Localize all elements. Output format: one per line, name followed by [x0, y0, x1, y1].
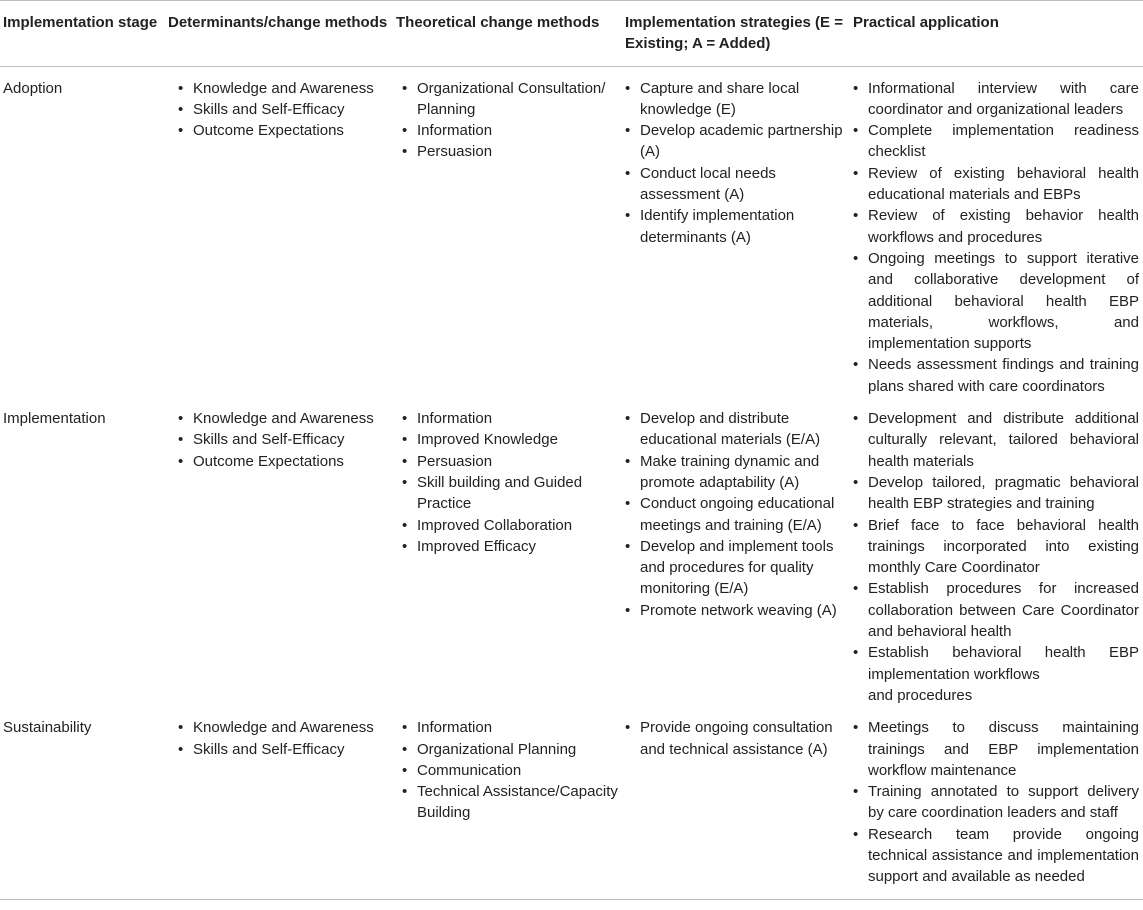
table-body: [0, 66, 1143, 899]
theoretical-methods-list: [402, 717, 618, 823]
list-item: • Identify implementation determinants (A): [625, 205, 846, 248]
table-row: [0, 66, 1143, 397]
determinants-list: [178, 717, 389, 760]
list-item: • Conduct local needs assessment (A): [625, 163, 846, 206]
table-header: [0, 1, 1143, 67]
practical-application-list: [853, 78, 1139, 397]
theoretical-methods-list: [402, 408, 618, 557]
list-item: • Research team provide ongoing technical assistance and implementation support and available as needed: [853, 824, 1139, 888]
list-item: • Training annotated to support delivery by care coordination leaders and staff: [853, 781, 1139, 824]
list-item: • Establish behavioral health EBP implementation workflows and procedures: [853, 642, 1139, 706]
list-item: • Technical Assistance/Capacity Building: [402, 781, 618, 824]
list-item: • Make training dynamic and promote adaptability (A): [625, 451, 846, 494]
list-item: • Skills and Self-Efficacy: [178, 99, 389, 120]
list-item: • Improved Knowledge: [402, 429, 618, 450]
theoretical-cell: [393, 706, 622, 899]
determinants-cell: [165, 706, 393, 899]
list-item: • Persuasion: [402, 141, 618, 162]
list-item: • Capture and share local knowledge (E): [625, 78, 846, 121]
practical-application-list: [853, 408, 1139, 706]
header-implementation-strategies: Implementation strategies (E = Existing; A = Added): [625, 14, 843, 53]
strategies-list: [625, 717, 846, 760]
list-item: • Establish procedures for increased collaboration between Care Coordinator and behavioral health: [853, 578, 1139, 642]
stage-cell: Adoption: [3, 79, 63, 97]
header-row: [0, 1, 1143, 67]
list-item: • Review of existing behavior health workflows and procedures: [853, 205, 1139, 248]
practical-cell: [850, 706, 1143, 899]
table-row: [0, 706, 1143, 899]
stage-cell: Sustainability: [3, 719, 92, 737]
list-item: • Knowledge and Awareness: [178, 78, 389, 99]
list-item: • Informational interview with care coordinator and organizational leaders: [853, 78, 1139, 121]
list-item: • Organizational Consultation/ Planning: [402, 78, 618, 121]
list-item: • Brief face to face behavioral health trainings incorporated into existing monthly Care Coordinator: [853, 515, 1139, 579]
list-item: • Conduct ongoing educational meetings and training (E/A): [625, 493, 846, 536]
theoretical-methods-list: [402, 78, 618, 163]
stage-cell: Implementation: [3, 410, 106, 428]
list-item: • Development and distribute additional culturally relevant, tailored behavioral health materials: [853, 408, 1139, 472]
list-item: • Needs assessment findings and training plans shared with care coordinators: [853, 354, 1139, 397]
list-item: • Skills and Self-Efficacy: [178, 429, 389, 450]
determinants-list: [178, 78, 389, 142]
determinants-cell: [165, 397, 393, 706]
theoretical-cell: [393, 397, 622, 706]
list-item: • Persuasion: [402, 451, 618, 472]
list-item: • Outcome Expectations: [178, 451, 389, 472]
list-item: • Review of existing behavioral health educational materials and EBPs: [853, 163, 1139, 206]
strategies-cell: [622, 706, 850, 899]
theoretical-cell: [393, 66, 622, 397]
list-item: • Information: [402, 120, 618, 141]
header-practical-application: Practical application: [853, 14, 999, 31]
list-item: • Information: [402, 408, 618, 429]
list-item: • Outcome Expectations: [178, 120, 389, 141]
list-item: • Skill building and Guided Practice: [402, 472, 618, 515]
determinants-cell: [165, 66, 393, 397]
header-theoretical-methods: Theoretical change methods: [396, 14, 600, 31]
list-item: • Develop academic partnership (A): [625, 120, 846, 163]
list-item: • Provide ongoing consultation and technical assistance (A): [625, 717, 846, 760]
list-item: • Develop and distribute educational materials (E/A): [625, 408, 846, 451]
practical-cell: [850, 66, 1143, 397]
list-item: • Develop tailored, pragmatic behavioral health EBP strategies and training: [853, 472, 1139, 515]
list-item: • Knowledge and Awareness: [178, 408, 389, 429]
list-item: • Improved Efficacy: [402, 536, 618, 557]
list-item: • Information: [402, 717, 618, 738]
determinants-list: [178, 408, 389, 472]
header-determinants: Determinants/change methods: [168, 14, 388, 31]
list-item: • Skills and Self-Efficacy: [178, 739, 389, 760]
list-item: • Communication: [402, 760, 618, 781]
practical-cell: [850, 397, 1143, 706]
strategies-list: [625, 78, 846, 248]
strategies-list: [625, 408, 846, 621]
table-row: [0, 397, 1143, 706]
header-stage: Implementation stage: [3, 14, 158, 31]
practical-application-list: [853, 717, 1139, 887]
list-item: • Ongoing meetings to support iterative and collaborative development of additional behavioral health EBP materials, workflows, and implementation supports: [853, 248, 1139, 354]
list-item: • Knowledge and Awareness: [178, 717, 389, 738]
list-item: • Promote network weaving (A): [625, 600, 846, 621]
list-item: • Complete implementation readiness checklist: [853, 120, 1139, 163]
list-item: • Organizational Planning: [402, 739, 618, 760]
list-item: • Develop and implement tools and procedures for quality monitoring (E/A): [625, 536, 846, 600]
list-item: • Improved Collaboration: [402, 515, 618, 536]
strategies-cell: [622, 397, 850, 706]
strategies-cell: [622, 66, 850, 397]
list-item: • Meetings to discuss maintaining trainings and EBP implementation workflow maintenance: [853, 717, 1139, 781]
